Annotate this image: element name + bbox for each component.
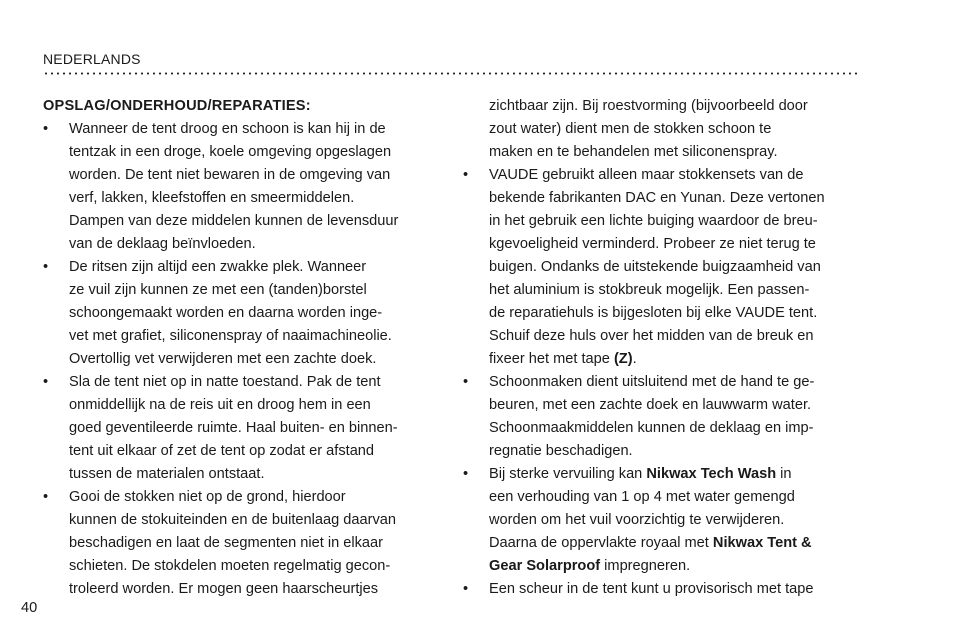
text-line: kunnen de stokuiteinden en de buitenlaag daarvan xyxy=(69,512,396,528)
text-line: bekende fabrikanten DAC en Yunan. Deze vertonen xyxy=(489,190,825,206)
text-line: schoongemaakt worden en daarna worden inge- xyxy=(69,305,383,321)
text-line xyxy=(489,555,863,578)
text-line: worden. De tent niet bewaren in de omgeving van xyxy=(69,167,391,183)
text-line: het aluminium is stokbreuk mogelijk. Een passen- xyxy=(489,282,810,298)
list-item xyxy=(43,371,443,486)
text-line xyxy=(489,348,863,371)
text-line: Een scheur in de tent kunt u provisorisch met tape xyxy=(489,581,814,597)
text-line: kgevoeligheid verminderd. Probeer ze niet terug te xyxy=(489,236,816,252)
right-column xyxy=(463,95,863,601)
list-item xyxy=(463,371,863,463)
figure-reference: (Z) xyxy=(613,351,633,367)
bullet-icon: • xyxy=(463,374,469,390)
list-item xyxy=(463,578,863,601)
product-name: Nikwax Tech Wash xyxy=(646,466,777,482)
text-line: onmiddellijk na de reis uit en droog hem in een xyxy=(69,397,371,413)
section-heading: OPSLAG/ONDERHOUD/REPARATIES: xyxy=(43,98,311,114)
list-item xyxy=(43,486,443,601)
text-fragment: fixeer het met tape xyxy=(489,351,614,367)
list-item xyxy=(43,118,443,256)
text-line: regnatie beschadigen. xyxy=(489,443,633,459)
bullet-icon: • xyxy=(43,489,49,505)
bullet-icon: • xyxy=(43,374,49,390)
text-line: Gooi de stokken niet op de grond, hierdoor xyxy=(69,489,346,505)
text-line: Dampen van deze middelen kunnen de levensduur xyxy=(69,213,399,229)
text-line xyxy=(489,532,863,555)
text-line: beuren, met een zachte doek en lauwwarm water. xyxy=(489,397,812,413)
dotted-divider xyxy=(43,72,859,75)
text-line xyxy=(489,463,863,486)
text-line: verf, lakken, kleefstoffen en smeermiddelen. xyxy=(69,190,355,206)
list-item xyxy=(463,463,863,578)
text-line: troleerd worden. Er mogen geen haarscheurtjes xyxy=(69,581,379,597)
text-line: maken en te behandelen met siliconenspray. xyxy=(489,144,778,160)
text-line: tentzak in een droge, koele omgeving opgeslagen xyxy=(69,144,392,160)
text-fragment: impregneren. xyxy=(600,558,691,574)
text-line: goed geventileerde ruimte. Haal buiten- en binnen- xyxy=(69,420,398,436)
text-line: zichtbaar zijn. Bij roestvorming (bijvoorbeeld door xyxy=(489,98,808,114)
text-line: vet met grafiet, siliconenspray of naaimachineolie. xyxy=(69,328,392,344)
text-line: beschadigen en laat de segmenten niet in elkaar xyxy=(69,535,383,551)
left-column xyxy=(43,95,443,601)
list-item xyxy=(43,256,443,371)
text-line: Overtollig vet verwijderen met een zachte doek. xyxy=(69,351,377,367)
list-item xyxy=(463,164,863,371)
text-line: Sla de tent niet op in natte toestand. Pak de tent xyxy=(69,374,381,390)
product-name: Gear Solarproof xyxy=(489,558,601,574)
product-name: Nikwax Tent & xyxy=(712,535,812,551)
bullet-icon: • xyxy=(463,167,469,183)
text-line: een verhouding van 1 op 4 met water gemengd xyxy=(489,489,795,505)
page-number: 40 xyxy=(21,600,38,616)
bullet-icon: • xyxy=(43,259,49,275)
bullet-icon: • xyxy=(463,466,469,482)
text-line: de reparatiehuls is bijgesloten bij elke VAUDE tent. xyxy=(489,305,818,321)
text-line: tussen de materialen ontstaat. xyxy=(69,466,265,482)
bullet-icon: • xyxy=(463,581,469,597)
text-line: Wanneer de tent droog en schoon is kan hij in de xyxy=(69,121,386,137)
bullet-icon: • xyxy=(43,121,49,137)
text-line: Schoonmaakmiddelen kunnen de deklaag en imp- xyxy=(489,420,814,436)
text-fragment: . xyxy=(632,351,637,367)
continued-text xyxy=(463,95,863,164)
text-line: van de deklaag beïnvloeden. xyxy=(69,236,256,252)
text-line: buigen. Ondanks de uitstekende buigzaamheid van xyxy=(489,259,821,275)
text-fragment: Daarna de oppervlakte royaal met xyxy=(489,535,713,551)
text-line: zout water) dient men de stokken schoon te xyxy=(489,121,772,137)
language-header: NEDERLANDS xyxy=(43,51,141,67)
text-line: worden om het vuil voorzichtig te verwijderen. xyxy=(489,512,785,528)
text-fragment: in xyxy=(776,466,792,482)
text-line: VAUDE gebruikt alleen maar stokkensets van de xyxy=(489,167,804,183)
text-line: ze vuil zijn kunnen ze met een (tanden)borstel xyxy=(69,282,367,298)
text-fragment: Bij sterke vervuiling kan xyxy=(489,466,647,482)
text-line: tent uit elkaar of zet de tent op zodat er afstand xyxy=(69,443,375,459)
text-line: Schuif deze huls over het midden van de breuk en xyxy=(489,328,814,344)
text-line: in het gebruik een lichte buiging waardoor de breu- xyxy=(489,213,818,229)
text-line: De ritsen zijn altijd een zwakke plek. Wanneer xyxy=(69,259,367,275)
text-line: Schoonmaken dient uitsluitend met de hand te ge- xyxy=(489,374,815,390)
text-line: schieten. De stokdelen moeten regelmatig gecon- xyxy=(69,558,391,574)
